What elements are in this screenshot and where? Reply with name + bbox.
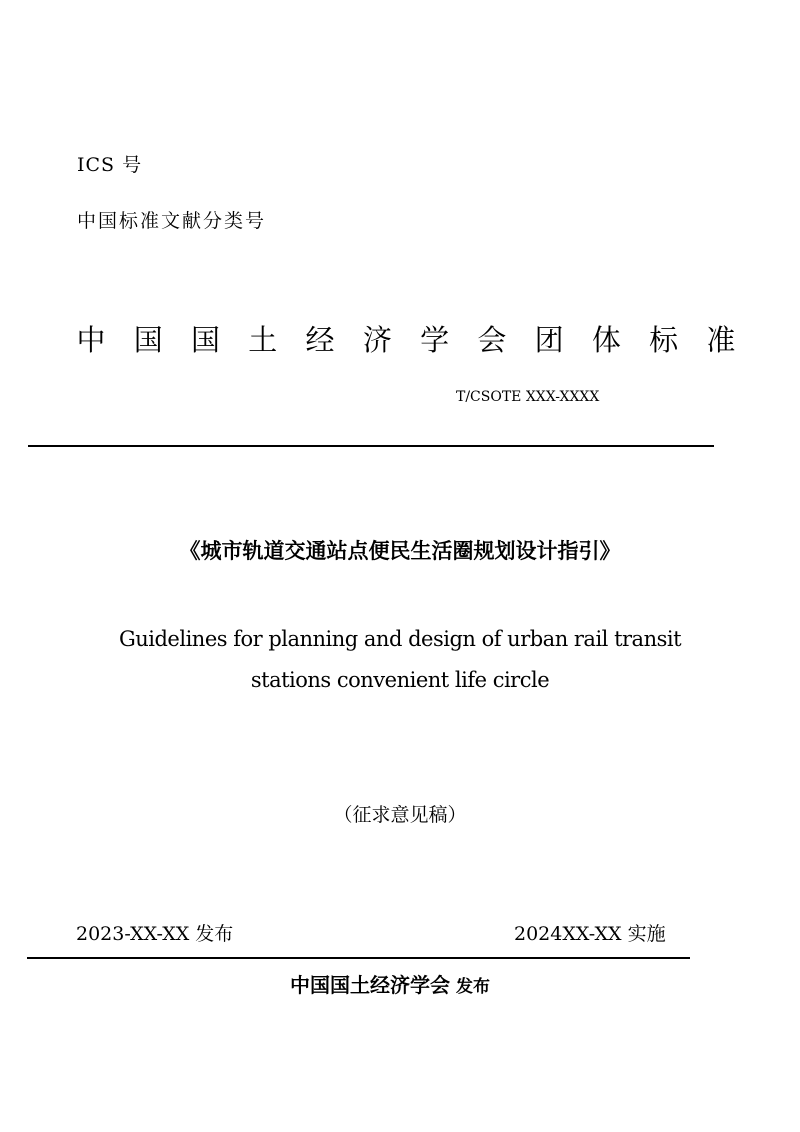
title-char: 准: [706, 323, 736, 357]
ccs-classification-label: 中国标准文献分类号: [77, 210, 267, 232]
title-char: 团: [534, 323, 564, 357]
title-char: 学: [420, 323, 450, 357]
title-char: 国: [133, 323, 163, 357]
draft-status-label: （征求意见稿）: [333, 804, 467, 826]
document-title-english-line1: Guidelines for planning and design of urban rail transit: [118, 627, 682, 651]
standard-code: T/CSOTE XXX-XXXX: [456, 389, 600, 405]
title-char: 中: [76, 323, 106, 357]
document-title-chinese: 《城市轨道交通站点便民生活圈规划设计指引》: [179, 539, 621, 563]
title-char: 经: [305, 323, 335, 357]
effective-date: 2024XX-XX 实施: [514, 923, 666, 945]
standard-type-title: [76, 318, 736, 359]
divider-line-top: [28, 445, 714, 447]
title-char: 会: [477, 323, 507, 357]
publisher-suffix: 发布: [456, 977, 490, 997]
title-char: 土: [248, 323, 278, 357]
divider-line-bottom: [27, 957, 690, 959]
publisher: [290, 969, 490, 998]
title-char: 体: [591, 323, 621, 357]
document-title-english-line2: stations convenient life circle: [250, 668, 550, 692]
title-char: 济: [362, 323, 392, 357]
title-char: 标: [649, 323, 679, 357]
publisher-name: 中国国土经济学会: [290, 973, 450, 997]
publish-date: 2023-XX-XX 发布: [76, 923, 234, 945]
title-char: 国: [191, 323, 221, 357]
ics-number-label: ICS 号: [77, 154, 143, 176]
